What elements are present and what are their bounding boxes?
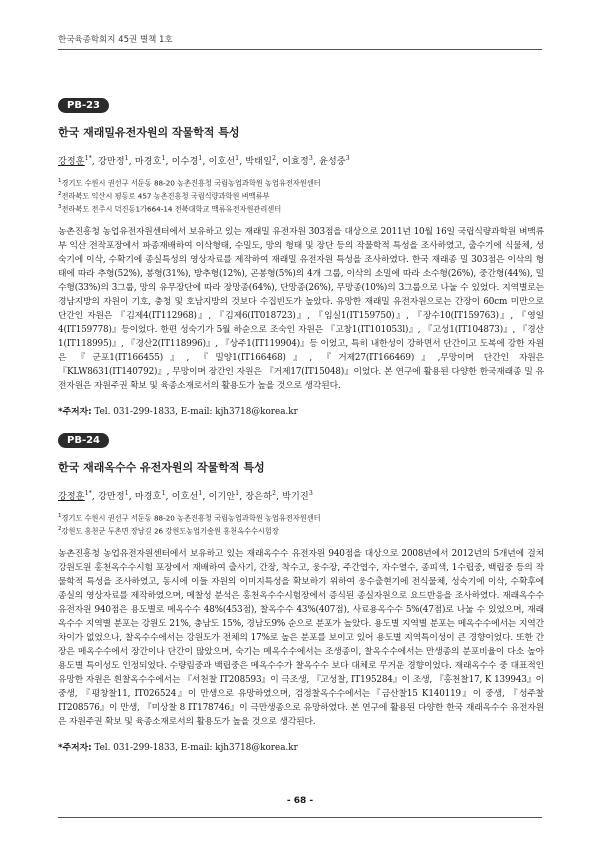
author-sup: 3 (308, 490, 313, 497)
author-sup: 1 (124, 155, 129, 162)
author-sup: 3 (308, 155, 313, 162)
author-sup: 1* (84, 490, 92, 497)
footer-divider (58, 817, 542, 818)
corr-contact: Tel. 031-299-1833, E-mail: kjh3718@korea.kr (94, 742, 298, 753)
author: 강만정 (98, 157, 125, 167)
author: 윤성중 (319, 157, 346, 167)
corr-contact: Tel. 031-299-1833, E-mail: kjh3718@korea.kr (94, 406, 298, 417)
author: 마경호 (134, 492, 162, 502)
header-divider (58, 49, 542, 50)
author-sup: 1 (161, 155, 166, 162)
journal-header: 한국육종학회지 45권 별책 1호 (58, 35, 173, 45)
entry-code-badge: PB-24 (58, 433, 109, 448)
author-sup: 2 (272, 490, 277, 497)
affiliation: $^3$전라북도 전주시 덕진동1가664-14 전북대학교 맥류유전자원관리센터 (58, 203, 282, 214)
first-author: 강정훈 (58, 157, 85, 167)
entry-title: 한국 재래옥수수 유전자원의 작물학적 특성 (58, 461, 265, 474)
author: 이호선 (171, 492, 199, 502)
affiliation: $^1$경기도 수원시 권선구 서둔동 88-20 농촌진흥청 국립농업과학원 농업유전자원센터 (58, 513, 321, 523)
author-list: 강정훈$^{1*}$, 강만정$^1$, 마경호$^1$, 이수경$^1$, 이호선$^1$, 박태일$^2$, 이효정$^3$, 윤성중$^3$ (58, 155, 350, 167)
corresponding-author (58, 740, 544, 753)
affiliation-list (58, 176, 544, 215)
author: 이기안 (208, 492, 236, 502)
abstract-body: 농촌진흥청 농업유전자원센터에서 보유하고 있는 재래밀 유전자원 303점을 대상으로 2011년 10월 16일 국립식량과학원 벼맥류부 익산 전작포장에서 파종재배하여 이삭형태, 수밀도, 망의 형태 및 장단 등의 작물학적 특성을 조사하였고, 출수기에 식물체, 성숙기에 이삭, 수확기에 종실특성의 영상자료를 제작하여 재래밀 유전자원 특성을 조사하였다. 한국 재래종 밀 303점은 이삭의 형태에 따라 추형(52%), 봉형(31%), 방추형(12%), 곤봉형(5%)의 4개 그룹, 이삭의 소밀에 따라 소수형(26%), 중간형(44%), 밀수형(33%)의 3그룹, 망의 유무장단에 따라 장망종(64%), 단망종(26%), 무망종(10%)의 3그룹으로 나눌 수 있었다. 지역별로는 경남지방의 자원이 기호, 충청 및 호남지방의 것보다 수집빈도가 높았다. 유망한 재래밀 유전자원으로는 간장이 60cm 미만으로 단간인 자원은 『김제4(IT112968)』, 『김제6(IT018723)』, 『임실1(IT159750)』, 『장수10(IT159763)』, 『영일4(IT159778)』등이었다. 한편 성숙기가 5월 하순으로 조숙인 자원은 『고창1(IT101053l)』, 『고성1(IT104873)』, 『경산1(IT118995)』, 『경산2(IT118996)』, 『상주1(IT119904)』등 이었고, 특히 내한성이 강하면서 단간이고 도복에 강한 자원은 『군포1(IT166455)』, 『밀양1(IT166468)』, 『거제27(IT166469)』,무망이며 단간인 자원은 『KLW8631(IT140792)』, 무망이며 장간인 자원은 『거제17(IT15048)』이었다. 본 연구에 활용된 다양한 한국재래종 밀 유전자원은 자원주권 확보 및 육종소재로서의 활용도가 높을 것으로 생각된다. (58, 226, 544, 391)
affiliation-list (58, 511, 544, 537)
author-sup: 1 (198, 155, 203, 162)
author: 이수경 (171, 157, 199, 167)
corresponding-author (58, 404, 544, 417)
author-sup: 2 (272, 155, 277, 162)
author: 이호선 (208, 157, 236, 167)
author: 박태일 (245, 157, 273, 167)
entry-code-badge: PB-23 (58, 98, 109, 113)
author-sup: 3 (345, 155, 350, 162)
corr-label: *주저자: (58, 406, 92, 417)
affiliation: $^2$강원도 홍천군 두촌면 장남길 26 강원도농업기술원 홍천옥수수시험장 (58, 525, 279, 536)
author-list: 강정훈$^{1*}$, 강만정$^1$, 마경호$^1$, 이호선$^1$, 이기안$^1$, 장은하$^2$, 박기진$^3$ (58, 490, 313, 502)
abstract-body: 농촌진흥청 농업유전자원센터에서 보유하고 있는 재래옥수수 유전자원 940점을 대상으로 2008년에서 2012년의 5개년에 걸쳐 강원도원 홍천옥수수시험 포장에서 재배하여 출사기, 간장, 착수고, 웅수장, 주간엽수, 자수열수, 종피색, 1수립중, 백립중 등의 작물학적 특성을 조사하였고, 동시에 이들 자원의 이미지특성을 확보하기 위하여 웅수출현기에 전식물체, 성숙기에 이삭, 수확후에 종실의 영상자료를 제작하였으며, 메찰성 분석은 홍천옥수수시험장에서 증식된 종실자원으로 요드반응을 조사하였다. 재래옥수수 유전자원 940점은 용도별로 메옥수수 48%(453점), 찰옥수수 43%(407점), 사료용옥수수 5%(47점)로 나눌 수 있었으며, 재래옥수수 지역별 분포는 강원도 21%, 충남도 15%, 경남도9% 순으로 분포가 높았다. 용도별 지역별 분포는 메옥수수에서는 지역간 차이가 없었으나, 찰옥수수에서는 강원도가 전체의 17%로 높은 분포를 보이고 있어 용도별 지역특이성이 큰 경향이었다. 또한 간장은 메옥수수에서 장간이나 단간이 많았으며, 숙기는 메옥수수에서는 조생종이, 찰옥수수에서는 만생종의 분포비율이 다소 높아 용도별 특이성도 인정되었다. 수량림중과 백립중은 메옥수수가 찰옥수수 보다 대체로 무거운 경향이었다. 재래옥수수 중 대표적인 유망한 자원은 흰찰옥수수에서는 『서천찰 IT208593』이 극조생, 『고성찰, IT195284』이 조생, 『홍천찰17, K 139943』이 중생, 『평창찰11, IT026524』이 만생으로 유망하였으며, 검정찰옥수수에서는『금산찰15 K140119』이 중생, 『성주찰 IT208576』이 만생, 『미상찰 8 IT178746』이 극만생종으로 유망하였다. 본 연구에 활용된 다양한 한국 재래옥수수 유전자원은 자원주권 확보 및 육종소재로서의 활용도가 높을 것으로 생각된다. (58, 548, 544, 727)
author-sup: 1 (161, 490, 166, 497)
author: 장은하 (245, 492, 273, 502)
first-author: 강정훈 (58, 492, 85, 502)
author-sup: 1 (198, 490, 203, 497)
author-sup: 1* (84, 155, 92, 162)
author: 강만정 (98, 492, 125, 502)
abstract-entry-pb23 (58, 93, 544, 417)
page-number: - 68 - (286, 796, 314, 806)
author-sup: 1 (124, 490, 129, 497)
author-sup: 1 (235, 490, 240, 497)
author: 박기진 (282, 492, 309, 502)
author-sup: 1 (235, 155, 240, 162)
entry-title: 한국 재래밀유전자원의 작물학적 특성 (58, 126, 240, 139)
author: 마경호 (134, 157, 162, 167)
author: 이효정 (282, 157, 309, 167)
corr-label: *주저자: (58, 742, 92, 753)
affiliation: $^1$경기도 수원시 권선구 서둔동 88-20 농촌진흥청 국립농업과학원 농업유전자원센터 (58, 178, 321, 188)
affiliation: $^2$전라북도 익산시 평동로 457 농촌진흥청 국립식량과학원 벼맥류부 (58, 190, 270, 201)
abstract-entry-pb24 (58, 428, 544, 753)
